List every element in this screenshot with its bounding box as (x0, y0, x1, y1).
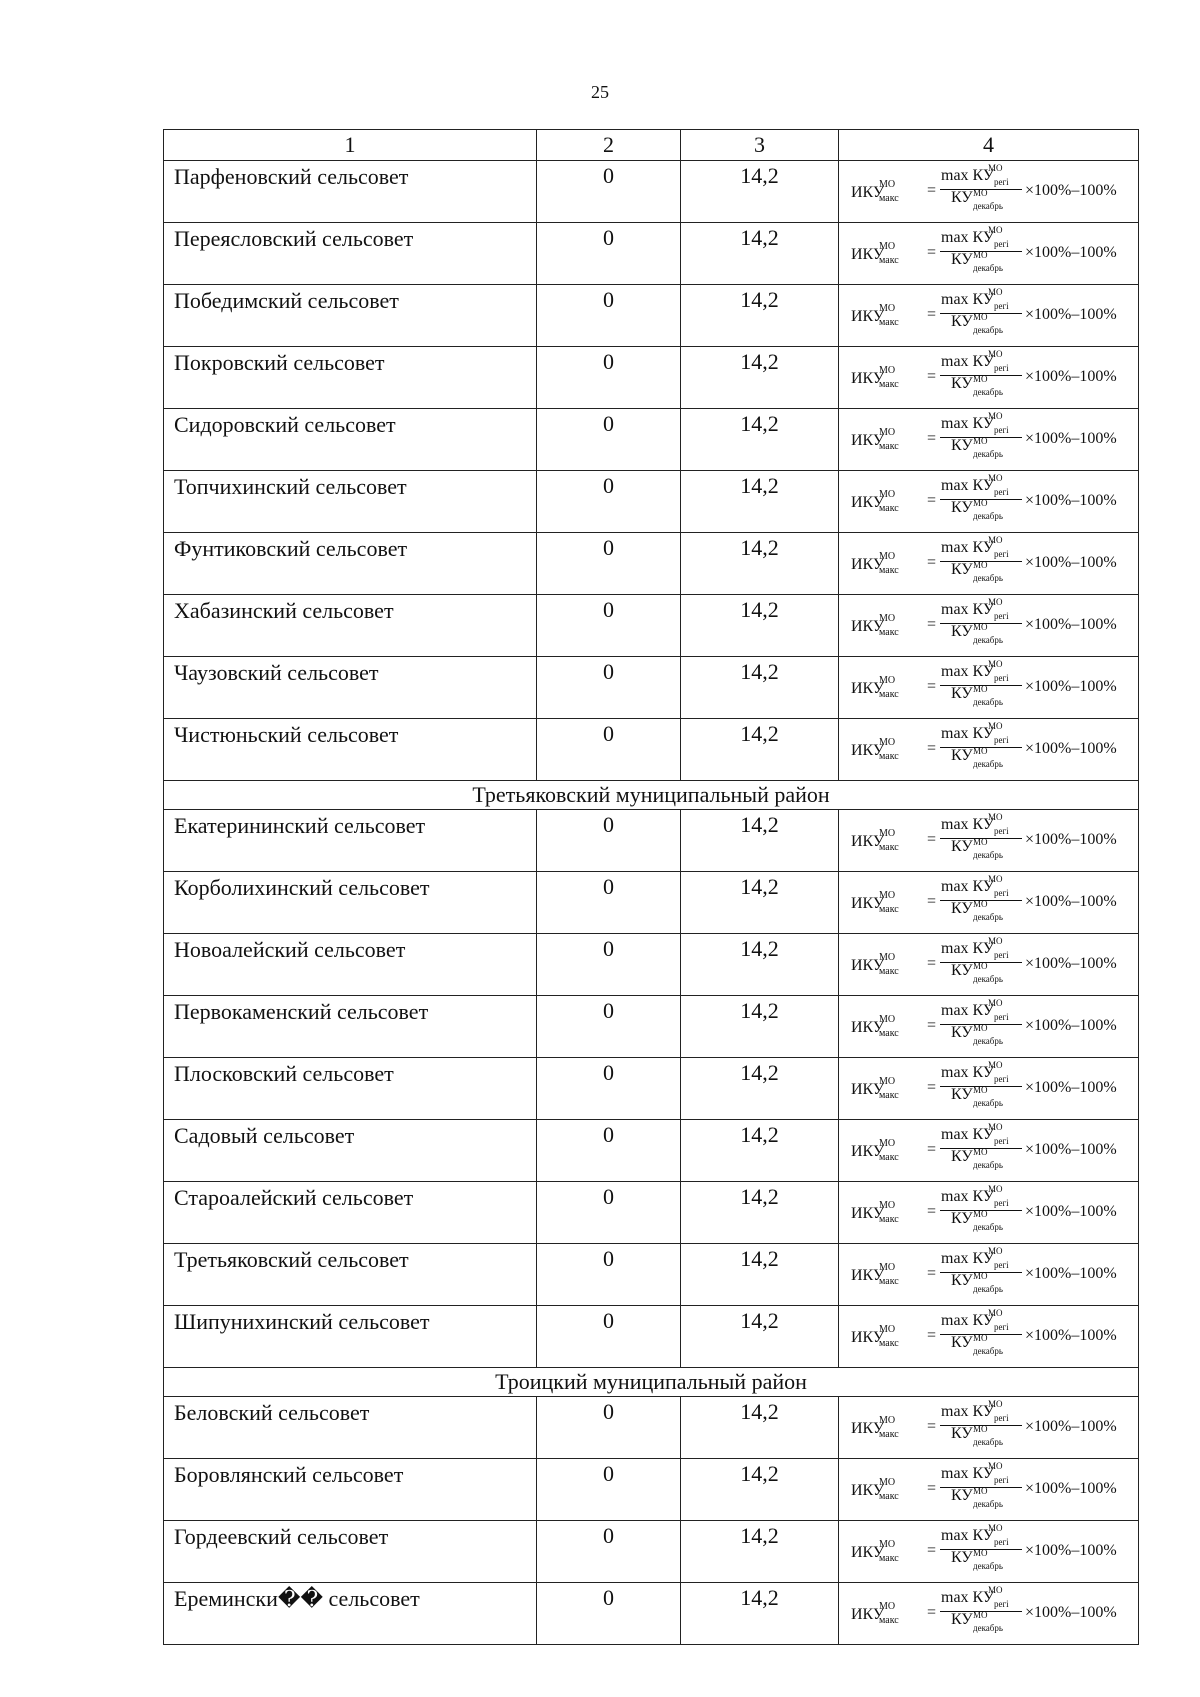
growth-limit-formula (851, 1585, 1131, 1641)
formula-denominator: КУ МО декабрь (951, 1271, 1003, 1294)
formula-numerator: max КУ МО регi (941, 163, 1009, 187)
value-col3: 14,2 (681, 872, 839, 934)
formula-numerator: max КУ МО регi (941, 535, 1009, 559)
formula-equals: = (927, 678, 937, 695)
formula-equals: = (927, 1265, 937, 1282)
formula-denominator: КУ МО декабрь (951, 250, 1003, 273)
growth-limit-formula (851, 1060, 1131, 1116)
formula-denominator: КУ МО декабрь (951, 1333, 1003, 1356)
table-row (164, 1583, 1139, 1645)
formula-cell (839, 223, 1139, 285)
formula-equals: = (927, 306, 937, 323)
formula-numerator: max КУ МО регi (941, 411, 1009, 435)
formula-denominator: КУ МО декабрь (951, 1085, 1003, 1108)
growth-limit-formula (851, 659, 1131, 715)
formula-equals: = (927, 430, 937, 447)
formula-equals: = (927, 244, 937, 261)
settlement-name: Третьяковский сельсовет (164, 1244, 537, 1306)
table-row (164, 1306, 1139, 1368)
formula-lhs: ИКУ МО макс (851, 1601, 899, 1626)
table-row (164, 810, 1139, 872)
settlement-name: Первокаменский сельсовет (164, 996, 537, 1058)
header-row (164, 130, 1139, 161)
formula-multiplier: ×100%–100% (1025, 430, 1117, 447)
formula-denominator: КУ МО декабрь (951, 1209, 1003, 1232)
formula-cell (839, 1397, 1139, 1459)
formula-multiplier: ×100%–100% (1025, 831, 1117, 848)
formula-numerator: max КУ МО регi (941, 473, 1009, 497)
formula-lhs: ИКУ МО макс (851, 1415, 899, 1440)
formula-multiplier: ×100%–100% (1025, 1418, 1117, 1435)
formula-equals: = (927, 492, 937, 509)
formula-equals: = (927, 1203, 937, 1220)
formula-equals: = (927, 831, 937, 848)
tariff-table (163, 129, 1139, 1645)
settlement-name: Хабазинский сельсовет (164, 595, 537, 657)
formula-equals: = (927, 1418, 937, 1435)
growth-limit-formula (851, 1399, 1131, 1455)
value-col2: 0 (537, 657, 681, 719)
table-row (164, 1120, 1139, 1182)
table-row (164, 533, 1139, 595)
value-col3: 14,2 (681, 285, 839, 347)
formula-denominator: КУ МО декабрь (951, 961, 1003, 984)
formula-multiplier: ×100%–100% (1025, 244, 1117, 261)
value-col2: 0 (537, 1120, 681, 1182)
table-row (164, 1459, 1139, 1521)
settlement-name: Корболихинский сельсовет (164, 872, 537, 934)
settlement-name: Переясловский сельсовет (164, 223, 537, 285)
formula-equals: = (927, 616, 937, 633)
growth-limit-formula (851, 1184, 1131, 1240)
formula-numerator: max КУ МО регi (941, 1461, 1009, 1485)
value-col2: 0 (537, 409, 681, 471)
growth-limit-formula (851, 998, 1131, 1054)
formula-numerator: max КУ МО регi (941, 936, 1009, 960)
formula-numerator: max КУ МО регi (941, 225, 1009, 249)
table-row (164, 1244, 1139, 1306)
value-col2: 0 (537, 1182, 681, 1244)
formula-multiplier: ×100%–100% (1025, 1327, 1117, 1344)
formula-denominator: КУ МО декабрь (951, 622, 1003, 645)
section-title: Троицкий муниципальный район (164, 1368, 1139, 1397)
formula-cell (839, 657, 1139, 719)
formula-cell (839, 810, 1139, 872)
formula-lhs: ИКУ МО макс (851, 303, 899, 328)
formula-equals: = (927, 955, 937, 972)
formula-cell (839, 409, 1139, 471)
settlement-name: Фунтиковский сельсовет (164, 533, 537, 595)
formula-cell (839, 1459, 1139, 1521)
table-row (164, 471, 1139, 533)
formula-multiplier: ×100%–100% (1025, 678, 1117, 695)
formula-cell (839, 872, 1139, 934)
table-row (164, 1182, 1139, 1244)
growth-limit-formula (851, 225, 1131, 281)
formula-multiplier: ×100%–100% (1025, 554, 1117, 571)
formula-cell (839, 934, 1139, 996)
formula-multiplier: ×100%–100% (1025, 1141, 1117, 1158)
table-row (164, 934, 1139, 996)
formula-lhs: ИКУ МО макс (851, 1324, 899, 1349)
formula-multiplier: ×100%–100% (1025, 1480, 1117, 1497)
value-col3: 14,2 (681, 810, 839, 872)
formula-cell (839, 347, 1139, 409)
formula-denominator: КУ МО декабрь (951, 1548, 1003, 1571)
table-row (164, 1521, 1139, 1583)
formula-denominator: КУ МО декабрь (951, 684, 1003, 707)
settlement-name: Победимский сельсовет (164, 285, 537, 347)
value-col2: 0 (537, 223, 681, 285)
settlement-name: Плосковский сельсовет (164, 1058, 537, 1120)
growth-limit-formula (851, 721, 1131, 777)
formula-lhs: ИКУ МО макс (851, 1477, 899, 1502)
section-title: Третьяковский муниципальный район (164, 781, 1139, 810)
value-col2: 0 (537, 934, 681, 996)
value-col2: 0 (537, 533, 681, 595)
section-row (164, 1368, 1139, 1397)
growth-limit-formula (851, 936, 1131, 992)
table-row (164, 1058, 1139, 1120)
formula-equals: = (927, 368, 937, 385)
growth-limit-formula (851, 1246, 1131, 1302)
value-col3: 14,2 (681, 934, 839, 996)
value-col2: 0 (537, 1583, 681, 1645)
formula-numerator: max КУ МО регi (941, 659, 1009, 683)
formula-numerator: max КУ МО регi (941, 1246, 1009, 1270)
formula-multiplier: ×100%–100% (1025, 1265, 1117, 1282)
settlement-name: Староалейский сельсовет (164, 1182, 537, 1244)
value-col2: 0 (537, 996, 681, 1058)
formula-cell (839, 285, 1139, 347)
formula-equals: = (927, 1079, 937, 1096)
formula-numerator: max КУ МО регi (941, 1585, 1009, 1609)
table-row (164, 285, 1139, 347)
formula-numerator: max КУ МО регi (941, 1399, 1009, 1423)
formula-lhs: ИКУ МО макс (851, 179, 899, 204)
formula-cell (839, 595, 1139, 657)
formula-multiplier: ×100%–100% (1025, 616, 1117, 633)
growth-limit-formula (851, 1523, 1131, 1579)
formula-numerator: max КУ МО регi (941, 1308, 1009, 1332)
formula-denominator: КУ МО декабрь (951, 312, 1003, 335)
formula-denominator: КУ МО декабрь (951, 1486, 1003, 1509)
value-col3: 14,2 (681, 1397, 839, 1459)
formula-equals: = (927, 740, 937, 757)
value-col3: 14,2 (681, 1459, 839, 1521)
formula-equals: = (927, 893, 937, 910)
formula-lhs: ИКУ МО макс (851, 241, 899, 266)
value-col2: 0 (537, 1306, 681, 1368)
growth-limit-formula (851, 812, 1131, 868)
value-col2: 0 (537, 1459, 681, 1521)
settlement-name: Сидоровский сельсовет (164, 409, 537, 471)
value-col2: 0 (537, 1244, 681, 1306)
formula-lhs: ИКУ МО макс (851, 489, 899, 514)
growth-limit-formula (851, 411, 1131, 467)
settlement-name: Парфеновский сельсовет (164, 161, 537, 223)
value-col2: 0 (537, 810, 681, 872)
formula-cell (839, 533, 1139, 595)
value-col2: 0 (537, 1058, 681, 1120)
page-number: 25 (591, 82, 609, 102)
formula-numerator: max КУ МО регi (941, 349, 1009, 373)
table-row (164, 595, 1139, 657)
formula-multiplier: ×100%–100% (1025, 1203, 1117, 1220)
settlement-name: Гордеевский сельсовет (164, 1521, 537, 1583)
value-col3: 14,2 (681, 1244, 839, 1306)
settlement-name: Беловский сельсовет (164, 1397, 537, 1459)
value-col3: 14,2 (681, 161, 839, 223)
value-col3: 14,2 (681, 1120, 839, 1182)
value-col2: 0 (537, 471, 681, 533)
formula-multiplier: ×100%–100% (1025, 893, 1117, 910)
value-col3: 14,2 (681, 595, 839, 657)
table-row (164, 657, 1139, 719)
formula-numerator: max КУ МО регi (941, 1523, 1009, 1547)
settlement-name: Топчихинский сельсовет (164, 471, 537, 533)
column-header-1: 1 (164, 130, 537, 161)
formula-cell (839, 719, 1139, 781)
formula-lhs: ИКУ МО макс (851, 675, 899, 700)
value-col3: 14,2 (681, 657, 839, 719)
formula-multiplier: ×100%–100% (1025, 368, 1117, 385)
value-col3: 14,2 (681, 347, 839, 409)
formula-numerator: max КУ МО регi (941, 1184, 1009, 1208)
formula-equals: = (927, 182, 937, 199)
settlement-name: Чистюньский сельсовет (164, 719, 537, 781)
table-row (164, 1397, 1139, 1459)
formula-equals: = (927, 1480, 937, 1497)
formula-cell (839, 1182, 1139, 1244)
formula-denominator: КУ МО декабрь (951, 436, 1003, 459)
value-col2: 0 (537, 1521, 681, 1583)
formula-multiplier: ×100%–100% (1025, 1017, 1117, 1034)
settlement-name: Покровский сельсовет (164, 347, 537, 409)
formula-equals: = (927, 1327, 937, 1344)
table-row (164, 996, 1139, 1058)
formula-lhs: ИКУ МО макс (851, 365, 899, 390)
growth-limit-formula (851, 1308, 1131, 1364)
growth-limit-formula (851, 473, 1131, 529)
formula-equals: = (927, 1017, 937, 1034)
formula-multiplier: ×100%–100% (1025, 740, 1117, 757)
column-header-2: 2 (537, 130, 681, 161)
value-col2: 0 (537, 285, 681, 347)
formula-denominator: КУ МО декабрь (951, 837, 1003, 860)
value-col2: 0 (537, 719, 681, 781)
formula-multiplier: ×100%–100% (1025, 1079, 1117, 1096)
formula-multiplier: ×100%–100% (1025, 1604, 1117, 1621)
formula-lhs: ИКУ МО макс (851, 828, 899, 853)
formula-lhs: ИКУ МО макс (851, 1014, 899, 1039)
section-row (164, 781, 1139, 810)
column-header-4: 4 (839, 130, 1139, 161)
formula-cell (839, 1306, 1139, 1368)
formula-denominator: КУ МО декабрь (951, 188, 1003, 211)
formula-cell (839, 471, 1139, 533)
formula-lhs: ИКУ МО макс (851, 737, 899, 762)
value-col3: 14,2 (681, 1306, 839, 1368)
growth-limit-formula (851, 874, 1131, 930)
formula-cell (839, 161, 1139, 223)
growth-limit-formula (851, 1122, 1131, 1178)
value-col3: 14,2 (681, 996, 839, 1058)
formula-equals: = (927, 1141, 937, 1158)
formula-lhs: ИКУ МО макс (851, 1200, 899, 1225)
formula-denominator: КУ МО декабрь (951, 498, 1003, 521)
formula-numerator: max КУ МО регi (941, 1060, 1009, 1084)
formula-lhs: ИКУ МО макс (851, 1076, 899, 1101)
settlement-name: Еремински�� сельсовет (164, 1583, 537, 1645)
table-row (164, 161, 1139, 223)
growth-limit-formula (851, 287, 1131, 343)
table-row (164, 719, 1139, 781)
formula-numerator: max КУ МО регi (941, 874, 1009, 898)
table-row (164, 223, 1139, 285)
formula-cell (839, 1583, 1139, 1645)
formula-multiplier: ×100%–100% (1025, 306, 1117, 323)
value-col2: 0 (537, 872, 681, 934)
formula-denominator: КУ МО декабрь (951, 1424, 1003, 1447)
formula-denominator: КУ МО декабрь (951, 746, 1003, 769)
table-row (164, 347, 1139, 409)
settlement-name: Садовый сельсовет (164, 1120, 537, 1182)
value-col3: 14,2 (681, 1583, 839, 1645)
value-col3: 14,2 (681, 223, 839, 285)
value-col3: 14,2 (681, 1521, 839, 1583)
settlement-name: Чаузовский сельсовет (164, 657, 537, 719)
formula-cell (839, 1244, 1139, 1306)
value-col2: 0 (537, 595, 681, 657)
value-col3: 14,2 (681, 1058, 839, 1120)
formula-lhs: ИКУ МО макс (851, 551, 899, 576)
value-col3: 14,2 (681, 1182, 839, 1244)
formula-denominator: КУ МО декабрь (951, 899, 1003, 922)
value-col2: 0 (537, 1397, 681, 1459)
formula-denominator: КУ МО декабрь (951, 1610, 1003, 1633)
formula-numerator: max КУ МО регi (941, 812, 1009, 836)
settlement-name: Новоалейский сельсовет (164, 934, 537, 996)
formula-numerator: max КУ МО регi (941, 721, 1009, 745)
formula-lhs: ИКУ МО макс (851, 1138, 899, 1163)
formula-denominator: КУ МО декабрь (951, 374, 1003, 397)
formula-lhs: ИКУ МО макс (851, 427, 899, 452)
formula-equals: = (927, 1604, 937, 1621)
formula-cell (839, 1521, 1139, 1583)
formula-numerator: max КУ МО регi (941, 998, 1009, 1022)
value-col3: 14,2 (681, 719, 839, 781)
growth-limit-formula (851, 163, 1131, 219)
formula-denominator: КУ МО декабрь (951, 1023, 1003, 1046)
column-header-3: 3 (681, 130, 839, 161)
value-col2: 0 (537, 347, 681, 409)
formula-denominator: КУ МО декабрь (951, 1147, 1003, 1170)
formula-multiplier: ×100%–100% (1025, 182, 1117, 199)
formula-numerator: max КУ МО регi (941, 287, 1009, 311)
formula-cell (839, 1120, 1139, 1182)
value-col3: 14,2 (681, 409, 839, 471)
table-row (164, 409, 1139, 471)
formula-numerator: max КУ МО регi (941, 597, 1009, 621)
growth-limit-formula (851, 535, 1131, 591)
formula-multiplier: ×100%–100% (1025, 492, 1117, 509)
settlement-name: Шипунихинский сельсовет (164, 1306, 537, 1368)
formula-lhs: ИКУ МО макс (851, 890, 899, 915)
formula-lhs: ИКУ МО макс (851, 613, 899, 638)
value-col3: 14,2 (681, 533, 839, 595)
growth-limit-formula (851, 597, 1131, 653)
settlement-name: Боровлянский сельсовет (164, 1459, 537, 1521)
formula-cell (839, 1058, 1139, 1120)
formula-equals: = (927, 554, 937, 571)
settlement-name: Екатерининский сельсовет (164, 810, 537, 872)
formula-multiplier: ×100%–100% (1025, 955, 1117, 972)
formula-lhs: ИКУ МО макс (851, 1262, 899, 1287)
formula-denominator: КУ МО декабрь (951, 560, 1003, 583)
formula-lhs: ИКУ МО макс (851, 952, 899, 977)
table-row (164, 872, 1139, 934)
formula-numerator: max КУ МО регi (941, 1122, 1009, 1146)
value-col3: 14,2 (681, 471, 839, 533)
formula-multiplier: ×100%–100% (1025, 1542, 1117, 1559)
growth-limit-formula (851, 1461, 1131, 1517)
formula-cell (839, 996, 1139, 1058)
formula-lhs: ИКУ МО макс (851, 1539, 899, 1564)
value-col2: 0 (537, 161, 681, 223)
growth-limit-formula (851, 349, 1131, 405)
formula-equals: = (927, 1542, 937, 1559)
